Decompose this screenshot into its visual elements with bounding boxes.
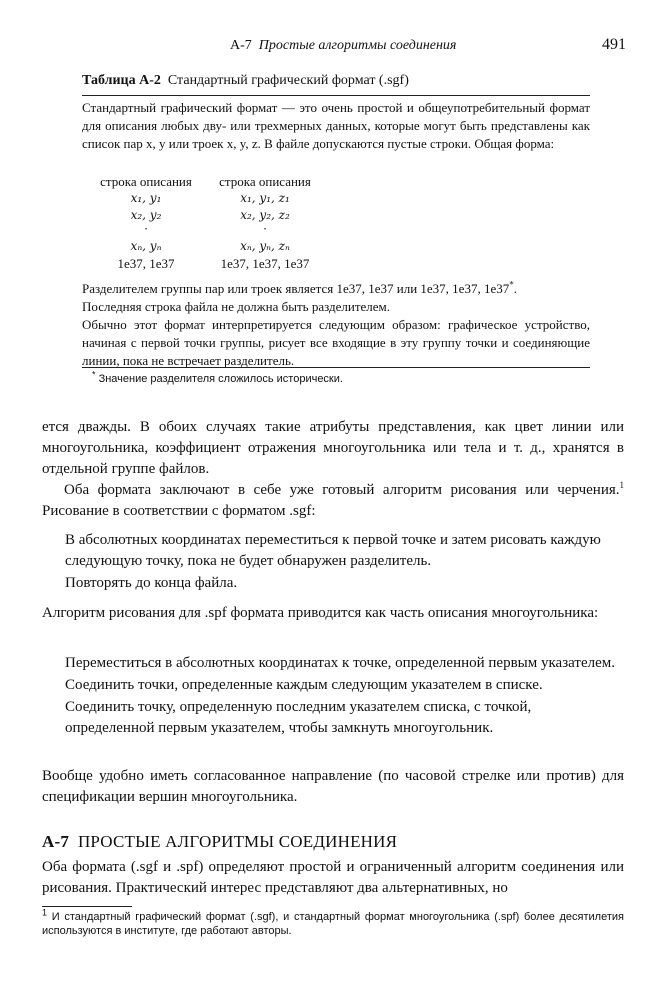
running-head-text: Простые алгоритмы соединения: [258, 38, 457, 53]
form-row: [90, 174, 390, 191]
table-footnote-mark: *: [92, 369, 96, 380]
body-paragraph-2: Оба формата заключают в себе уже готовый алгоритм рисования или черчения.$^1$ Рисование в соответствии с форматом .sgf:: [42, 480, 624, 519]
table-intro-text: Стандартный графический формат — это очень простой и общеупотребительный формат для описания любых дву- или трехмерных данных, которые могут быть представлены как список пар x, y или троек x, y, z. В файле допускаются пустые строки. Общая форма:: [82, 100, 590, 151]
form-col-triples: 1e37, 1e37, 1e37: [220, 256, 310, 271]
form-row: [90, 239, 390, 256]
spf-algorithm: [65, 653, 620, 740]
separator-footnote-mark: *: [509, 279, 514, 290]
form-row: [90, 191, 390, 208]
running-head-section: A-7: [230, 38, 252, 53]
page-number: 491: [602, 36, 626, 53]
page-footnote-mark: 1: [42, 907, 48, 918]
general-form-block: [90, 174, 390, 273]
footnote-ref: 1: [619, 480, 624, 490]
form-ellipsis-dot: ·: [262, 221, 268, 236]
form-row: [90, 256, 390, 273]
algorithm-step: Соединить точку, определенную последним указателем списка, с точкой, определенной первым указателем, чтобы замкнуть многоугольник.: [65, 699, 532, 736]
table-footnote: [92, 369, 343, 385]
algorithm-step: Повторять до конца файла.: [65, 575, 238, 591]
section-title: ПРОСТЫЕ АЛГОРИТМЫ СОЕДИНЕНИЯ: [77, 832, 398, 851]
sgf-algorithm: [65, 530, 620, 595]
table-intro: [82, 99, 590, 153]
footnote-rule: [42, 906, 132, 907]
page-footnote: [42, 907, 624, 938]
table-notes: [82, 280, 590, 370]
body-paragraph-5: Оба формата (.sgf и .spf) определяют простой и ограниченный алгоритм соединения или рисования. Практический интерес представляют два альтернативных, но: [42, 859, 624, 896]
section-heading: [42, 832, 397, 852]
algorithm-step: Соединить точки, определенные каждым следующим указателем в списке.: [65, 677, 543, 693]
running-head: [0, 38, 666, 60]
form-col-pairs: 1e37, 1e37: [117, 256, 175, 271]
running-head-title: [230, 38, 456, 54]
algorithm-step: В абсолютных координатах переместиться к первой точке и затем рисовать каждую следующую точку, пока не будет обнаружен разделитель.: [65, 532, 601, 569]
separator-note: Разделителем группы пар или троек является 1e37, 1e37 или 1e37, 1e37, 1e37*.: [82, 279, 517, 296]
form-col-triples: xₙ, yₙ, zₙ: [240, 239, 290, 253]
form-ellipsis-dot: ·: [143, 221, 149, 236]
form-row: [90, 221, 390, 239]
interpretation-note: Обычно этот формат интерпретируется следующим образом: графическое устройство, начиная с первой точки группы, рисует все входящие в эту группу точки и соединяющие линии, пока не встречает разделитель.: [82, 317, 590, 368]
table-caption: [82, 73, 409, 89]
form-col-triples: x₂, y₂, z₂: [240, 208, 290, 222]
form-col-triples: x₁, y₁, z₁: [240, 191, 290, 205]
form-col-pairs: x₁, y₁: [130, 191, 162, 205]
table-top-rule: [82, 95, 590, 96]
section-number: А-7: [42, 832, 70, 851]
body-paragraph-4: Вообще удобно иметь согласованное направление (по часовой стрелке или против) для спецификации вершин многоугольника.: [42, 768, 624, 805]
table-caption-text: Стандартный графический формат (.sgf): [167, 73, 409, 88]
form-col-triples: строка описания: [219, 174, 311, 189]
body-paragraph-3: Алгоритм рисования для .spf формата приводится как часть описания многоугольника:: [42, 605, 599, 621]
page-footnote-text: И стандартный графический формат (.sgf), и стандартный формат многоугольника (.spf) более десятилетия используются в институте, где работают авторы.: [42, 911, 624, 937]
form-col-pairs: x₂, y₂: [130, 208, 162, 222]
table-bottom-rule: [82, 367, 590, 368]
form-col-pairs: xₙ, yₙ: [130, 239, 162, 253]
body-paragraph-1: ется дважды. В обоих случаях такие атрибуты представления, как цвет линии или многоугольника, коэффициент отражения многоугольника или тела и т. д., хранятся в отдельной группе файлов.: [42, 419, 624, 477]
last-line-note: Последняя строка файла не должна быть разделителем.: [82, 299, 391, 314]
form-col-pairs: строка описания: [100, 174, 192, 189]
algorithm-step: Переместиться в абсолютных координатах к точке, определенной первым указателем.: [65, 655, 616, 671]
form-row: [90, 208, 390, 225]
table-caption-label: Таблица А-2: [82, 73, 161, 88]
table-footnote-text: Значение разделителя сложилось исторически.: [98, 373, 343, 385]
